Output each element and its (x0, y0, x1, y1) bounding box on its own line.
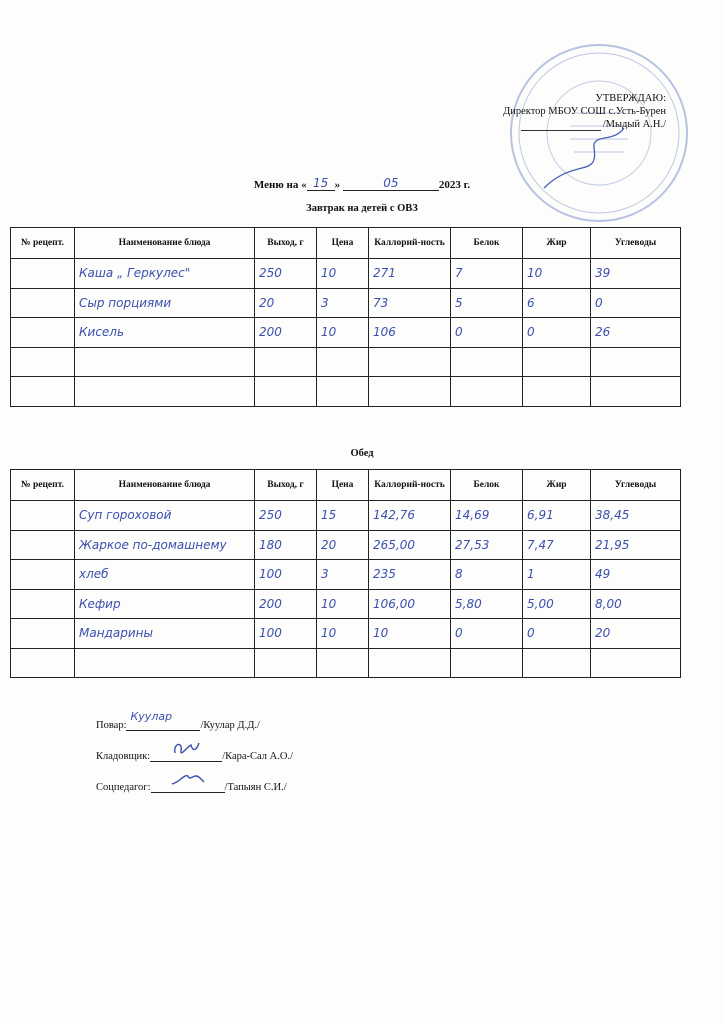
breakfast-cell-carbs: 0 (591, 288, 681, 318)
menu-day: 15 (307, 176, 335, 191)
lunch-cell-carbs: 49 (591, 560, 681, 590)
lunch-cell-yield: 100 (255, 560, 317, 590)
cook-role: Повар: (96, 720, 127, 731)
lunch-cell-dish-name: Мандарины (75, 619, 255, 649)
breakfast-header-yield: Выход, г (255, 228, 317, 259)
lunch-cell-calories: 106,00 (369, 589, 451, 619)
lunch-cell-fat: 6,91 (523, 501, 591, 531)
lunch-header-carbs: Углеводы (591, 470, 681, 501)
breakfast-cell-calories: 106 (369, 318, 451, 348)
lunch-cell-fat: 7,47 (523, 530, 591, 560)
breakfast-cell-yield: 20 (255, 288, 317, 318)
lunch-cell-carbs: 38,45 (591, 501, 681, 531)
signature-storekeeper (96, 731, 293, 762)
lunch-cell-dish-name: Кефир (75, 589, 255, 619)
lunch-cell-yield: 180 (255, 530, 317, 560)
table-row (11, 648, 681, 678)
breakfast-cell-price (317, 377, 369, 407)
menu-title-prefix: Меню на « (253, 179, 307, 191)
table-row (11, 377, 681, 407)
breakfast-cell-calories: 73 (369, 288, 451, 318)
breakfast-cell-price: 10 (317, 318, 369, 348)
lunch-cell-dish-name: хлеб (75, 560, 255, 590)
cook-name: /Куулар Д.Д./ (200, 720, 260, 731)
menu-month: 05 (343, 176, 439, 191)
lunch-header-price: Цена (317, 470, 369, 501)
lunch-cell-dish-name (75, 648, 255, 678)
lunch-cell-calories: 265,00 (369, 530, 451, 560)
lunch-cell-dish-name: Жаркое по-домашнему (75, 530, 255, 560)
breakfast-cell-price: 10 (317, 259, 369, 289)
breakfast-header-dish-name: Наименование блюда (75, 228, 255, 259)
breakfast-cell-dish-name: Каша „ Геркулес" (75, 259, 255, 289)
official-stamp (504, 38, 694, 228)
lunch-cell-protein: 14,69 (451, 501, 523, 531)
approval-director-name: /Мыдый А.Н./ (602, 119, 666, 130)
lunch-cell-price: 10 (317, 619, 369, 649)
breakfast-cell-dish-name (75, 377, 255, 407)
lunch-cell-protein: 5,80 (451, 589, 523, 619)
lunch-cell-calories: 235 (369, 560, 451, 590)
breakfast-title: Завтрак на детей с ОВЗ (306, 203, 418, 214)
lunch-title: Обед (350, 448, 374, 459)
pedagogue-name: /Тапыян С.И./ (224, 782, 287, 793)
lunch-cell-price: 20 (317, 530, 369, 560)
lunch-cell-recipe-no (11, 501, 75, 531)
lunch-cell-price: 15 (317, 501, 369, 531)
lunch-cell-recipe-no (11, 648, 75, 678)
pedagogue-signature-scribble (170, 770, 206, 788)
lunch-cell-price (317, 648, 369, 678)
lunch-cell-recipe-no (11, 619, 75, 649)
lunch-cell-fat: 5,00 (523, 589, 591, 619)
breakfast-header-carbs: Углеводы (591, 228, 681, 259)
breakfast-cell-yield: 200 (255, 318, 317, 348)
breakfast-cell-recipe-no (11, 318, 75, 348)
breakfast-cell-protein: 7 (451, 259, 523, 289)
breakfast-cell-fat (523, 347, 591, 377)
breakfast-header-row (11, 228, 681, 259)
lunch-header-calories: Каллорий-ность (369, 470, 451, 501)
lunch-header-protein: Белок (451, 470, 523, 501)
menu-title-mid: » (334, 179, 341, 191)
lunch-header-recipe-no: № рецепт. (11, 470, 75, 501)
table-row (11, 530, 681, 560)
lunch-header-fat: Жир (523, 470, 591, 501)
breakfast-cell-recipe-no (11, 288, 75, 318)
breakfast-cell-carbs: 26 (591, 318, 681, 348)
storekeeper-signature-scribble (171, 739, 201, 761)
menu-date-title (0, 176, 724, 191)
lunch-cell-carbs: 21,95 (591, 530, 681, 560)
breakfast-cell-dish-name: Кисель (75, 318, 255, 348)
breakfast-cell-recipe-no (11, 347, 75, 377)
lunch-cell-fat (523, 648, 591, 678)
lunch-cell-price: 3 (317, 560, 369, 590)
breakfast-cell-fat: 6 (523, 288, 591, 318)
signature-social-pedagogue (96, 762, 293, 793)
lunch-cell-carbs: 20 (591, 619, 681, 649)
lunch-cell-price: 10 (317, 589, 369, 619)
breakfast-cell-dish-name: Сыр порциями (75, 288, 255, 318)
lunch-header-row (11, 470, 681, 501)
lunch-header-dish-name: Наименование блюда (75, 470, 255, 501)
breakfast-cell-recipe-no (11, 259, 75, 289)
breakfast-cell-protein (451, 347, 523, 377)
breakfast-cell-calories (369, 377, 451, 407)
menu-title-suffix: 2023 г. (438, 179, 471, 191)
lunch-cell-recipe-no (11, 530, 75, 560)
lunch-cell-calories (369, 648, 451, 678)
pedagogue-signature-line (151, 776, 225, 793)
table-row (11, 619, 681, 649)
lunch-cell-protein: 27,53 (451, 530, 523, 560)
pedagogue-role: Соцпедагог: (96, 782, 151, 793)
table-row (11, 318, 681, 348)
lunch-cell-recipe-no (11, 589, 75, 619)
breakfast-header-price: Цена (317, 228, 369, 259)
lunch-cell-carbs (591, 648, 681, 678)
breakfast-cell-calories: 271 (369, 259, 451, 289)
lunch-cell-yield: 100 (255, 619, 317, 649)
table-row (11, 589, 681, 619)
lunch-cell-recipe-no (11, 560, 75, 590)
lunch-cell-protein: 0 (451, 619, 523, 649)
table-row (11, 288, 681, 318)
breakfast-table (10, 227, 681, 407)
lunch-cell-dish-name: Суп гороховой (75, 501, 255, 531)
lunch-cell-calories: 10 (369, 619, 451, 649)
table-row (11, 347, 681, 377)
signature-cook (96, 700, 293, 731)
lunch-cell-fat: 1 (523, 560, 591, 590)
approval-block (503, 92, 666, 131)
breakfast-cell-fat: 0 (523, 318, 591, 348)
breakfast-cell-carbs (591, 347, 681, 377)
cook-handwritten-signature: Куулар (130, 710, 173, 723)
breakfast-cell-fat (523, 377, 591, 407)
breakfast-cell-carbs: 39 (591, 259, 681, 289)
breakfast-cell-calories (369, 347, 451, 377)
breakfast-cell-yield (255, 377, 317, 407)
table-row (11, 560, 681, 590)
lunch-cell-carbs: 8,00 (591, 589, 681, 619)
signatures-block (96, 700, 293, 793)
lunch-header-yield: Выход, г (255, 470, 317, 501)
cook-signature-line (126, 710, 200, 731)
breakfast-cell-price (317, 347, 369, 377)
breakfast-cell-yield (255, 347, 317, 377)
breakfast-cell-yield: 250 (255, 259, 317, 289)
lunch-cell-yield (255, 648, 317, 678)
lunch-cell-protein: 8 (451, 560, 523, 590)
storekeeper-role: Кладовщик: (96, 751, 151, 762)
approval-heading: УТВЕРЖДАЮ: (595, 93, 666, 104)
breakfast-cell-price: 3 (317, 288, 369, 318)
breakfast-cell-protein: 5 (451, 288, 523, 318)
lunch-cell-protein (451, 648, 523, 678)
storekeeper-signature-line (150, 745, 222, 762)
breakfast-cell-dish-name (75, 347, 255, 377)
breakfast-cell-fat: 10 (523, 259, 591, 289)
breakfast-cell-recipe-no (11, 377, 75, 407)
approval-position: Директор МБОУ СОШ с.Усть-Бурен (503, 106, 666, 117)
lunch-table (10, 469, 681, 678)
lunch-cell-yield: 200 (255, 589, 317, 619)
lunch-cell-yield: 250 (255, 501, 317, 531)
table-row (11, 259, 681, 289)
breakfast-header-fat: Жир (523, 228, 591, 259)
lunch-cell-calories: 142,76 (369, 501, 451, 531)
breakfast-cell-protein: 0 (451, 318, 523, 348)
breakfast-header-recipe-no: № рецепт. (11, 228, 75, 259)
director-signature-line (521, 130, 601, 131)
table-row (11, 501, 681, 531)
breakfast-header-protein: Белок (451, 228, 523, 259)
breakfast-cell-protein (451, 377, 523, 407)
breakfast-header-calories: Каллорий-ность (369, 228, 451, 259)
storekeeper-name: /Кара-Сал А.О./ (222, 751, 293, 762)
lunch-cell-fat: 0 (523, 619, 591, 649)
breakfast-cell-carbs (591, 377, 681, 407)
